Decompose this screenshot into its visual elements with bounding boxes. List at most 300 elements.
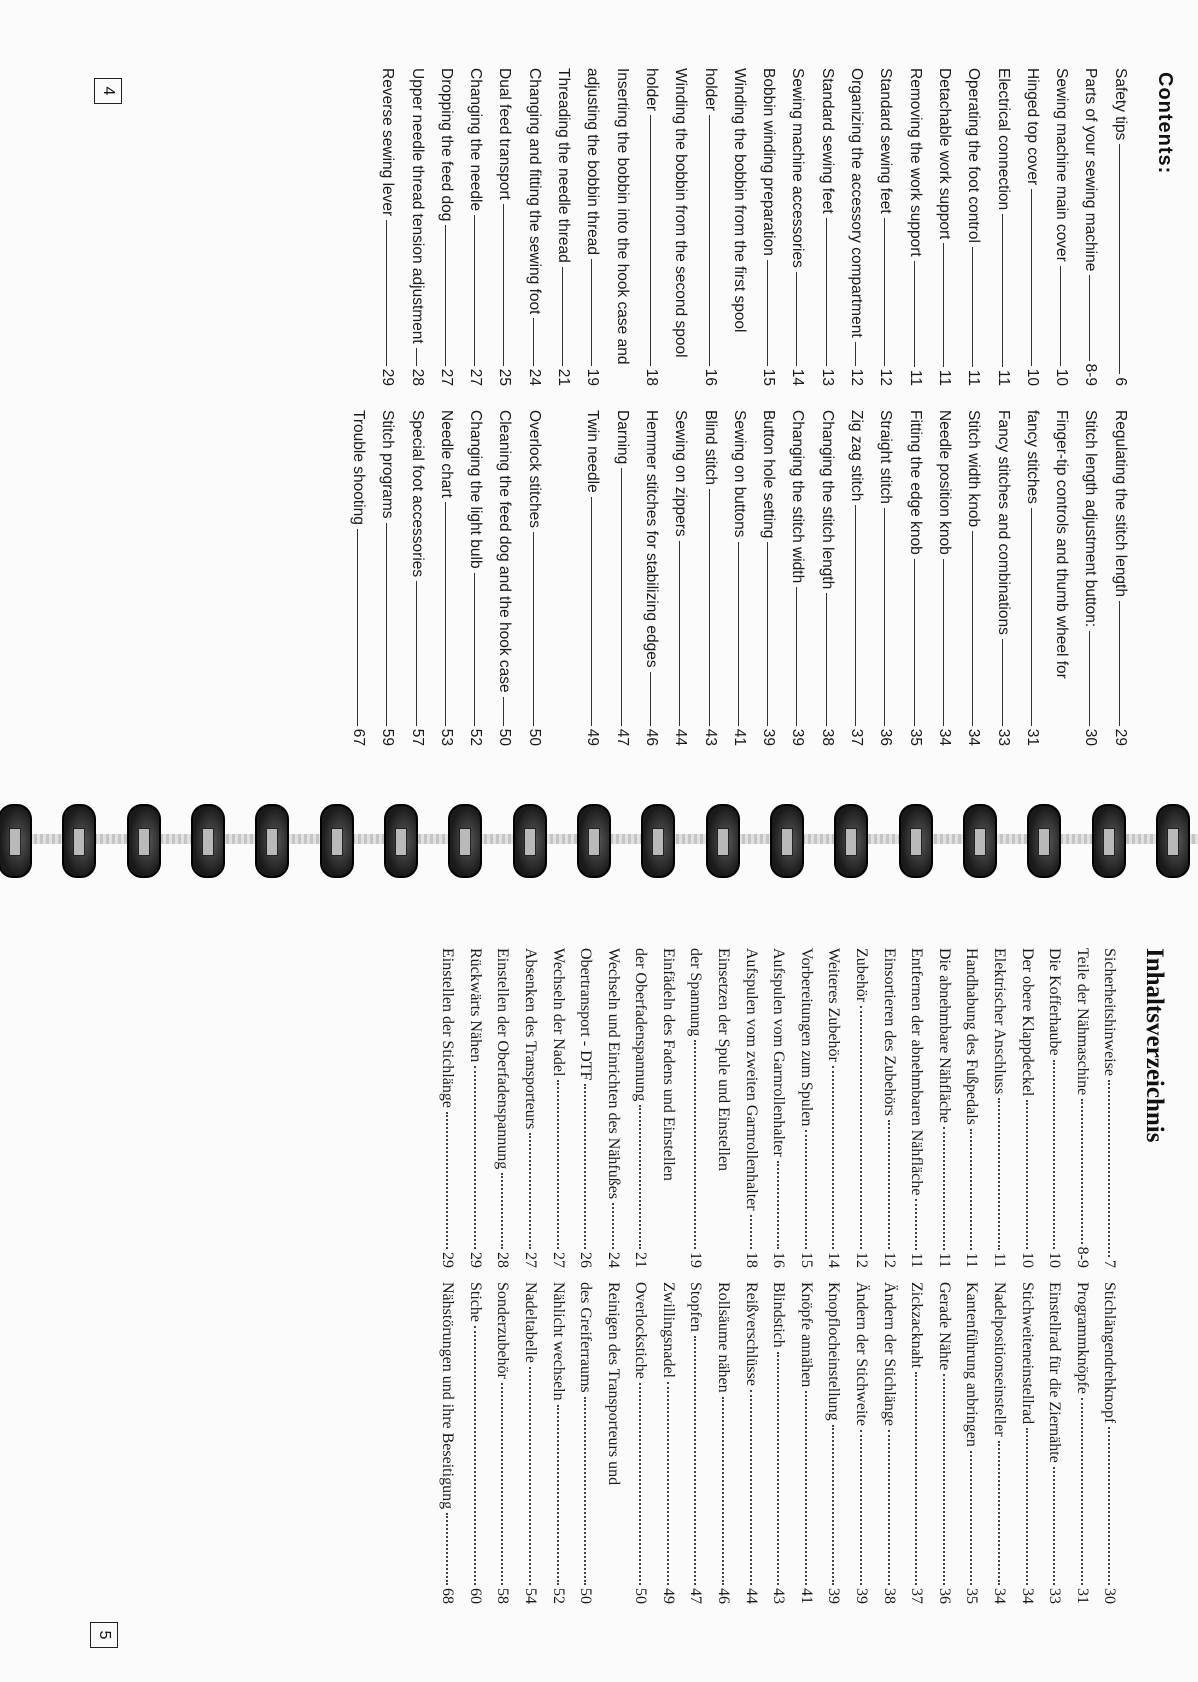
toc-entry [631,1282,659,1604]
toc-entry-page: 67 [349,728,367,746]
toc-leader-line [1002,214,1003,367]
toc-leader-line [562,267,563,366]
toc-entry-title: Standard sewing feet [818,68,836,214]
toc-entry [907,948,935,1268]
toc-entry-page: 28 [494,1252,512,1268]
binding-ring-icon [448,804,482,878]
toc-entry-title: Einstellrad für die Ziernähte [1046,1282,1064,1463]
toc-entry [818,68,847,386]
toc-entry-page: 10 [1046,1252,1064,1268]
toc-leader-line [1026,1100,1028,1249]
toc-leader-line [884,218,885,366]
toc-leader-line [709,115,710,366]
toc-entry-page: 39 [789,728,807,746]
contents-heading: Contents: [1154,72,1176,175]
toc-entry [549,1282,577,1604]
toc-entry-page: 27 [521,1252,539,1268]
toc-entry [438,948,466,1268]
binding-ring-icon [899,804,933,878]
toc-entry [701,68,730,386]
toc-leader-line [855,342,856,366]
binding-ring-icon [770,804,804,878]
toc-leader-line [446,1112,448,1249]
toc-leader-line [557,1080,559,1249]
toc-entry-page: 39 [825,1588,843,1604]
toc-entry-title: Aufspulen vom Garnrollenhalter [770,948,788,1157]
toc-leader-line [533,318,534,365]
toc-entry-page: 16 [701,368,719,386]
toc-entry [964,410,993,746]
toc-entry-page: 33 [994,728,1012,746]
toc-entry [583,410,612,746]
toc-entry-page: 68 [439,1588,457,1604]
toc-entry-title: Nählicht wechseln [549,1282,567,1401]
toc-entry-title: Removing the work support [906,68,924,257]
toc-entry [935,1282,963,1604]
toc-entry-page: 12 [877,368,895,386]
toc-entry [714,1282,742,1604]
toc-leader-line [1002,639,1003,726]
binding-ring-icon [1027,804,1061,878]
toc-entry-title: Der obere Klappdeckel [1018,948,1036,1097]
toc-entry [906,410,935,746]
toc-entry-page: 18 [742,1252,760,1268]
toc-entry-title: Stichweiteneinstellrad [1018,1282,1036,1425]
toc-entry [687,948,715,1268]
toc-leader-line [860,1006,862,1249]
toc-leader-line [474,573,475,726]
binding-ring-icon [706,804,740,878]
toc-entry-title: Twin needle [584,410,602,493]
toc-leader-line [832,1425,834,1585]
toc-leader-line [777,1161,779,1249]
toc-entry-title: Stitch width knob [965,410,983,528]
toc-entry [714,948,742,1268]
toc-entry [604,1282,632,1604]
toc-entry-title: Wechseln und Einrichten des Nähfußes [604,948,622,1200]
toc-entry-title: Programmknöpfe [1073,1282,1091,1394]
toc-leader-line [860,1430,862,1585]
toc-entry-page: 49 [659,1588,677,1604]
toc-entry-page: 27 [467,368,485,386]
toc-entry-title: Changing the needle [467,68,485,212]
binding-ring-icon [255,804,289,878]
toc-entry [659,1282,687,1604]
binding-ring-icon [62,804,96,878]
toc-leader-line [832,1066,834,1249]
toc-entry-title: Winding the bobbin from the first spool [730,68,748,333]
toc-entry [576,1282,604,1604]
toc-leader-line [1089,631,1090,726]
spiral-binding [0,790,1198,890]
toc-entry-page: 29 [466,1252,484,1268]
toc-entry-title: Straight stitch [877,410,895,504]
toc-entry-page: 12 [853,1252,871,1268]
toc-entry-title: Dual feed transport [496,68,514,200]
toc-leader-line [501,1383,503,1585]
toc-entry-title: Ändern der Stichlänge [880,1282,898,1426]
toc-entry-page: 11 [963,1252,981,1268]
toc-entry [847,68,876,386]
toc-leader-line [695,1040,697,1249]
toc-leader-line [679,541,680,726]
toc-entry-page: 53 [437,728,455,746]
toc-leader-line [621,468,622,725]
toc-entry [1100,948,1128,1268]
toc-entry [759,410,788,746]
toc-entry [906,68,935,386]
toc-entry-title: Handhabung des Fußpedals [963,948,981,1125]
toc-entry [1073,948,1101,1268]
toc-leader-line [998,1098,1000,1249]
toc-entry-page: 52 [549,1588,567,1604]
toc-entry-title: Knöpfe annähen [797,1282,815,1388]
toc-entry [876,68,905,386]
toc-entry [1045,1282,1073,1604]
toc-entry-page: 12 [848,368,866,386]
binding-ring-icon [513,804,547,878]
toc-entry-page: 52 [467,728,485,746]
toc-entry [1045,948,1073,1268]
toc-leader-line [1031,508,1032,726]
toc-entry-page: 15 [760,368,778,386]
toc-entry [525,410,554,746]
toc-entry [876,410,905,746]
contents-page-german [0,890,1198,1682]
toc-entry [613,68,642,386]
toc-entry-page: 24 [525,368,543,386]
toc-entry-title: der Spannung [687,948,705,1037]
toc-entry-title: Zwillingsnadel [659,1282,677,1378]
toc-entry-title: Inserting the bobbin into the hook case and [613,68,631,365]
toc-leader-line [529,1367,531,1585]
toc-entry-title: Stitch length adjustment button: [1082,410,1100,628]
toc-entry [466,948,494,1268]
toc-entry-title: Zubehör [853,948,871,1003]
toc-entry [378,410,407,746]
toc-entry-page: 34 [965,728,983,746]
toc-leader-line [416,581,417,726]
toc-entry-title: Zig zag stitch [848,410,866,502]
toc-leader-line [750,1215,752,1249]
toc-entry-title: Einstellen der Oberfadenspannung [494,948,512,1170]
toc-leader-line [445,225,446,365]
toc-entry-title: Stiche [466,1282,484,1322]
toc-leader-line [1108,1427,1110,1585]
toc-entry-title: Special foot accessories [408,410,426,578]
toc-leader-line [557,1405,559,1585]
toc-entry [742,948,770,1268]
toc-entry [671,68,700,386]
toc-entry-page: 46 [715,1588,733,1604]
toc-leader-line [998,1441,1000,1585]
toc-entry-page: 41 [730,728,748,746]
toc-entry-page: 60 [466,1588,484,1604]
toc-entry [408,410,437,746]
toc-leader-line [639,1383,641,1585]
toc-entry-title: Hinged top cover [1023,68,1041,186]
toc-entry-page: 11 [908,1252,926,1268]
toc-leader-line [1119,144,1120,374]
toc-entry-page: 11 [994,369,1012,386]
toc-entry-title: Nadeltabelle [521,1282,539,1363]
toc-entry-title: Weiteres Zubehör [825,948,843,1062]
toc-entry [701,410,730,746]
toc-leader-line [970,1129,972,1250]
toc-leader-line [805,1130,807,1249]
toc-entry [521,948,549,1268]
toc-entry [990,1282,1018,1604]
binding-ring-icon [1092,804,1126,878]
toc-leader-line [1081,1398,1083,1585]
toc-entry-title: Absenken des Transporteurs [521,948,539,1130]
toc-entry [797,1282,825,1604]
toc-entry-title: Changing the light bulb [467,410,485,569]
toc-entry-page: 35 [906,728,924,746]
toc-entry-page: 21 [632,1252,650,1268]
toc-entry-title: Elektrischer Anschluss [991,948,1009,1095]
toc-leader-line [446,1513,448,1585]
toc-entry [1073,1282,1101,1604]
toc-entry-title: Regulating the stitch length [1111,410,1129,597]
binding-ring-icon [577,804,611,878]
toc-entry [659,948,687,1268]
toc-entry [730,410,759,746]
inhalt-column-1 [438,948,1128,1268]
toc-entry-title: Detachable work support [935,68,953,240]
toc-entry-page: 13 [818,368,836,386]
toc-leader-line [915,1372,917,1585]
binding-ring-icon [1156,804,1190,878]
toc-entry-title: Finger-tip controls and thumb wheel for [1053,410,1071,679]
toc-entry-page: 47 [613,728,631,746]
toc-entry-title: Dropping the feed dog [437,68,455,222]
toc-entry-page: 12 [880,1252,898,1268]
toc-leader-line [943,243,944,366]
toc-entry [1111,68,1140,386]
toc-entry-title: Button hole setting [760,410,778,539]
toc-entry [935,948,963,1268]
toc-entry-title: Sewing machine accessories [789,68,807,268]
toc-entry-title: Kantenführung anbringen [963,1282,981,1447]
toc-entry-title: Upper needle thread tension adjustment [408,68,426,344]
binding-ring-icon [0,804,32,878]
toc-leader-line [639,1105,641,1249]
toc-entry-title: Nähstörungen und ihre Beseitigung [439,1282,457,1510]
toc-entry-page: 29 [379,368,397,386]
toc-entry-page: 31 [1073,1588,1091,1604]
toc-entry [759,68,788,386]
toc-entry-page: 36 [935,1588,953,1604]
toc-leader-line [855,505,856,725]
binding-ring-icon [384,804,418,878]
toc-entry-title: Reinigen des Transporteurs und [604,1282,622,1486]
toc-entry [1081,68,1110,386]
toc-leader-line [386,523,387,726]
binding-ring-icon [834,804,868,878]
toc-leader-line [529,1133,531,1249]
toc-entry-page: 39 [853,1588,871,1604]
toc-entry-page: 30 [1101,1588,1119,1604]
toc-leader-line [1081,1099,1083,1243]
toc-entry [1111,410,1140,746]
toc-leader-line [915,1199,917,1249]
toc-entry-page: 19 [584,368,602,386]
toc-entry-page: 11 [906,369,924,386]
toc-leader-line [445,502,446,726]
toc-leader-line [943,559,944,726]
toc-entry-page: 27 [549,1252,567,1268]
toc-entry [852,948,880,1268]
toc-entry-title: Rückwärts Nähen [466,948,484,1063]
toc-entry [554,410,583,746]
toc-entry-page: 30 [1082,728,1100,746]
toc-entry-title: holder [642,68,660,112]
toc-leader-line [474,1326,476,1585]
toc-entry [495,410,524,746]
toc-entry [730,68,759,386]
toc-leader-line [767,542,768,725]
toc-leader-line [1053,1060,1055,1249]
toc-entry [1100,1282,1128,1604]
toc-entry-title: Needle position knob [935,410,953,555]
toc-entry-page: 27 [437,368,455,386]
contents-column-2 [349,410,1140,746]
toc-entry [769,1282,797,1604]
toc-entry [631,948,659,1268]
toc-leader-line [888,1430,890,1585]
inhalt-column-2 [438,1282,1128,1604]
toc-entry [549,948,577,1268]
page-number-left: 4 [94,78,122,104]
toc-entry-title: Cleaning the feed dog and the hook case [496,410,514,693]
toc-entry-page: 47 [687,1588,705,1604]
toc-entry-title: Gerade Nähte [935,1282,953,1371]
toc-entry [521,1282,549,1604]
toc-entry [642,410,671,746]
toc-entry [994,68,1023,386]
toc-leader-line [533,532,534,726]
toc-leader-line [1031,189,1032,366]
toc-entry-page: 41 [797,1588,815,1604]
toc-leader-line [943,1374,945,1585]
toc-entry-title: Overlock stitches [525,410,543,529]
toc-entry-title: des Greiferraums [577,1282,595,1393]
toc-leader-line [722,1397,724,1585]
toc-entry [493,948,521,1268]
toc-leader-line [805,1391,807,1585]
toc-leader-line [777,1352,779,1585]
toc-entry [604,948,632,1268]
toc-leader-line [914,559,915,726]
toc-entry-title: Changing and fitting the sewing foot [525,68,543,315]
toc-entry [378,68,407,386]
toc-entry-title: Needle chart [437,410,455,498]
toc-leader-line [667,1382,669,1585]
toc-leader-line [738,542,739,726]
toc-entry-title: Vorbereitungen zum Spulen [797,948,815,1127]
toc-entry-page: 34 [935,728,953,746]
toc-entry-title: Einfädeln des Fadens und Einstellen [659,948,677,1181]
toc-leader-line [709,489,710,726]
toc-leader-line [503,204,504,366]
toc-entry-page: 58 [494,1588,512,1604]
toc-entry-title: Zickzacknaht [908,1282,926,1369]
toc-entry-title: Stitch programs [379,410,397,519]
toc-entry-page: 38 [818,728,836,746]
toc-entry-title: Fancy stitches and combinations [994,410,1012,635]
toc-entry-title: Sicherheitshinweise [1101,948,1119,1076]
binding-ring-icon [641,804,675,878]
toc-entry [554,68,583,386]
toc-entry-page: 26 [577,1252,595,1268]
toc-entry-page: 10 [1053,368,1071,386]
toc-leader-line [1089,275,1090,360]
toc-entry-title: Safety tips [1111,68,1129,141]
toc-leader-line [767,260,768,366]
toc-entry-title: Einsetzen der Spule und Einstellen [715,948,733,1172]
toc-entry-page: 35 [963,1588,981,1604]
toc-entry-page: 7 [1101,1260,1119,1268]
toc-entry-title: Reißverschlüsse [742,1282,760,1386]
toc-entry-page: 24 [604,1252,622,1268]
toc-entry [1018,1282,1046,1604]
toc-entry [1023,410,1052,746]
toc-entry-page: 16 [770,1252,788,1268]
toc-entry-page: 59 [379,728,397,746]
toc-entry-title: Einstellen der Stichlänge [439,948,457,1108]
toc-entry-page: 10 [1018,1252,1036,1268]
toc-entry-title: Overlockstiche [632,1282,650,1379]
toc-entry [962,948,990,1268]
toc-entry [742,1282,770,1604]
toc-entry-title: Operating the foot control [965,68,983,243]
toc-entry [788,410,817,746]
toc-entry-title: Standard sewing feet [877,68,895,214]
toc-entry-title: Sonderzubehör [494,1282,512,1379]
toc-entry [880,1282,908,1604]
toc-entry [990,948,1018,1268]
toc-entry [852,1282,880,1604]
toc-entry [576,948,604,1268]
toc-entry [769,948,797,1268]
toc-entry-title: Fitting the edge knob [906,410,924,555]
inhaltsverzeichnis-heading: Inhaltsverzeichnis [1141,948,1168,1143]
toc-entry-title: Nadelpositionseinsteller [991,1282,1009,1437]
toc-entry-title: Aufspulen vom zweiten Garnrollenhalter [742,948,760,1211]
toc-entry-page: 49 [584,728,602,746]
toc-entry-page: 43 [770,1588,788,1604]
toc-leader-line [386,220,387,366]
toc-leader-line [612,1203,614,1249]
toc-entry-title: Reverse sewing lever [379,68,397,217]
toc-entry [408,68,437,386]
toc-entry-title: Sewing machine main cover [1053,68,1071,262]
toc-entry-title: fancy stitches [1023,410,1041,504]
toc-leader-line [796,587,797,726]
toc-entry [1081,410,1110,746]
toc-entry-title: der Oberfadenspannung [632,948,650,1102]
toc-entry-title: Stichlängendrehknopf [1101,1282,1119,1424]
toc-entry-title: Entfernen der abnehmbaren Nähfläche [908,948,926,1196]
binding-ring-icon [191,804,225,878]
toc-entry [1018,948,1046,1268]
toc-entry-page: 28 [408,368,426,386]
toc-leader-line [591,259,592,366]
toc-entry [438,1282,466,1604]
toc-entry-title: Bobbin winding preparation [760,68,778,256]
toc-entry [1052,410,1081,746]
